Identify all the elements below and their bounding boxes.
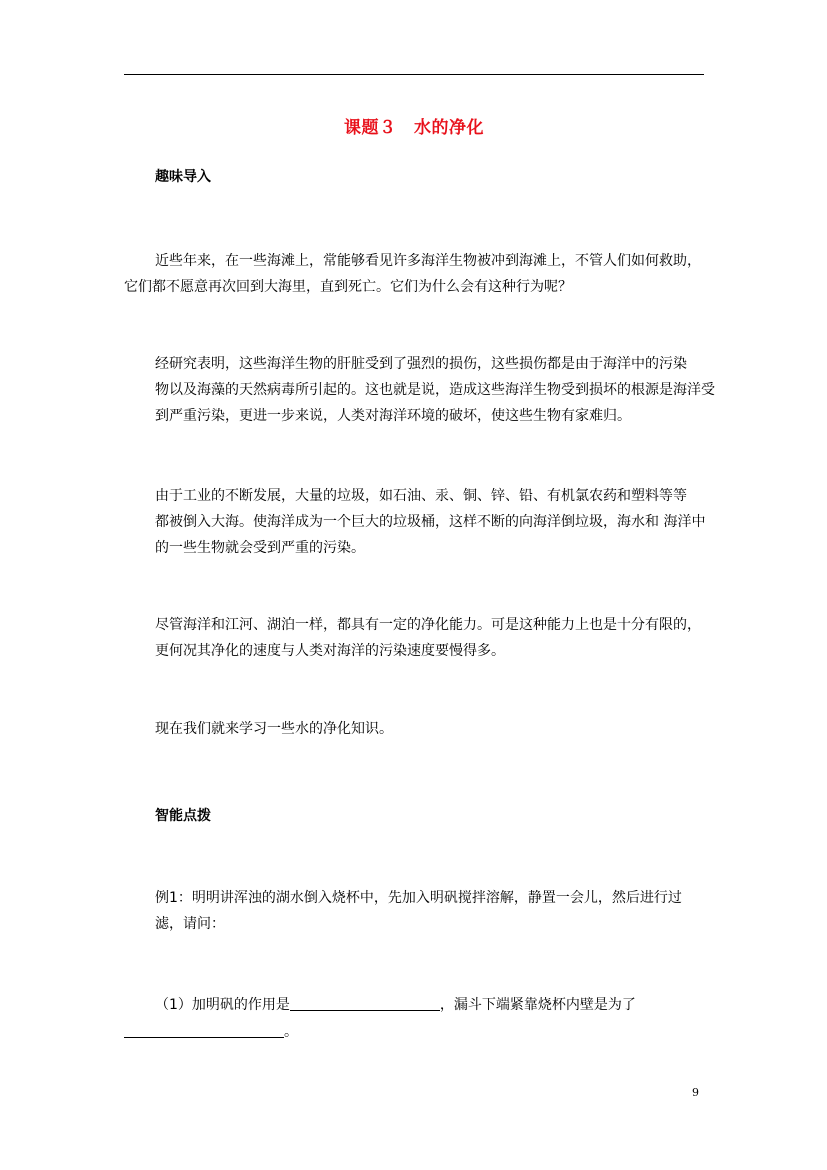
answer-blank-2[interactable] (124, 1021, 284, 1038)
paragraph-intro-5 (124, 716, 704, 742)
paragraph-line: 物以及海藻的天然病毒所引起的。这也就是说，造成这些海洋生物受到损坏的根源是海洋受 (155, 382, 715, 398)
section-heading-tips: 智能点拨 (155, 808, 211, 824)
paragraph-line: 都被倒入大海。使海洋成为一个巨大的垃圾桶，这样不断的向海洋倒垃圾，海水和 海洋中 (155, 514, 706, 530)
question-1-prefix: （1）加明矾的作用是 (155, 997, 290, 1013)
paragraph-intro-4 (124, 612, 704, 664)
paragraph-line: 到严重污染，更进一步来说，人类对海洋环境的破坏，使这些生物有家难归。 (155, 408, 631, 424)
question-1-suffix: 。 (284, 1024, 298, 1040)
example-line: 例1：明明讲浑浊的湖水倒入烧杯中，先加入明矾搅拌溶解，静置一会儿，然后进行过 (155, 890, 682, 906)
paragraph-intro-1 (124, 248, 704, 300)
answer-blank-1[interactable] (290, 994, 440, 1011)
example-line: 滤，请问： (155, 916, 225, 932)
paragraph-line: 尽管海洋和江河、湖泊一样，都具有一定的净化能力。可是这种能力上也是十分有限的， (155, 617, 701, 633)
question-1 (155, 992, 735, 1018)
section-heading-intro: 趣味导入 (155, 169, 211, 185)
question-1-middle: ，漏斗下端紧靠烧杯内壁是为了 (439, 997, 636, 1013)
paragraph-line: 近些年来，在一些海滩上，常能够看见许多海洋生物被冲到海滩上，不管人们如何救助， (155, 253, 701, 269)
paragraph-line: 更何况其净化的速度与人类对海洋的污染速度要慢得多。 (155, 643, 505, 659)
example-1 (124, 885, 704, 937)
paragraph-line: 的一些生物就会受到严重的污染。 (155, 540, 365, 556)
paragraph-intro-3 (124, 483, 704, 561)
question-1-continuation (124, 1019, 704, 1045)
paragraph-line: 经研究表明，这些海洋生物的肝脏受到了强烈的损伤，这些损伤都是由于海洋中的污染 (155, 356, 687, 372)
header-rule (124, 74, 704, 75)
paragraph-line: 现在我们就来学习一些水的净化知识。 (155, 721, 393, 737)
page-number: 9 (692, 1086, 699, 1099)
paragraph-line: 由于工业的不断发展，大量的垃圾，如石油、汞、铜、锌、铅、有机氯农药和塑料等等 (155, 488, 687, 504)
lesson-title: 课题３ 水的净化 (344, 118, 484, 138)
paragraph-intro-2 (124, 351, 715, 429)
paragraph-line: 它们都不愿意再次回到大海里，直到死亡。它们为什么会有这种行为呢？ (124, 279, 572, 295)
